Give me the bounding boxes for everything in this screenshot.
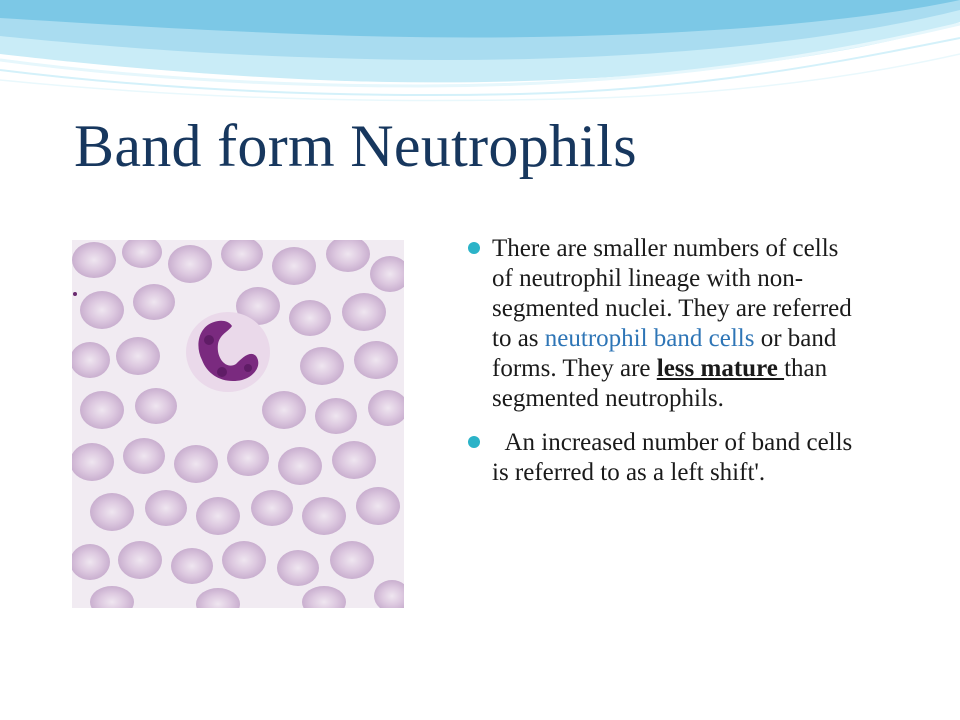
bullet-item — [466, 234, 856, 414]
bullet-dot-icon — [468, 436, 480, 448]
highlighted-term: neutrophil band cells — [544, 325, 755, 352]
neutrophil-micrograph-image — [72, 240, 404, 608]
header-wave-decoration — [0, 0, 960, 110]
bullet-text: There are smaller numbers of cells of neutrophil lineage with non-segmented nuclei. They are referred to as — [492, 235, 852, 352]
bullet-list — [466, 234, 859, 502]
bullet-item — [466, 428, 859, 488]
bullet-dot-icon — [468, 242, 480, 254]
bullet-text: than segmented neutrophils. — [492, 355, 828, 412]
slide-title: Band form Neutrophils — [74, 113, 637, 179]
emphasized-term: less mature — [656, 355, 785, 382]
bullet-text: or band forms. They are — [492, 325, 837, 382]
bullet-text: An increased number of band cells is referred to as a left shift'. — [492, 429, 859, 486]
